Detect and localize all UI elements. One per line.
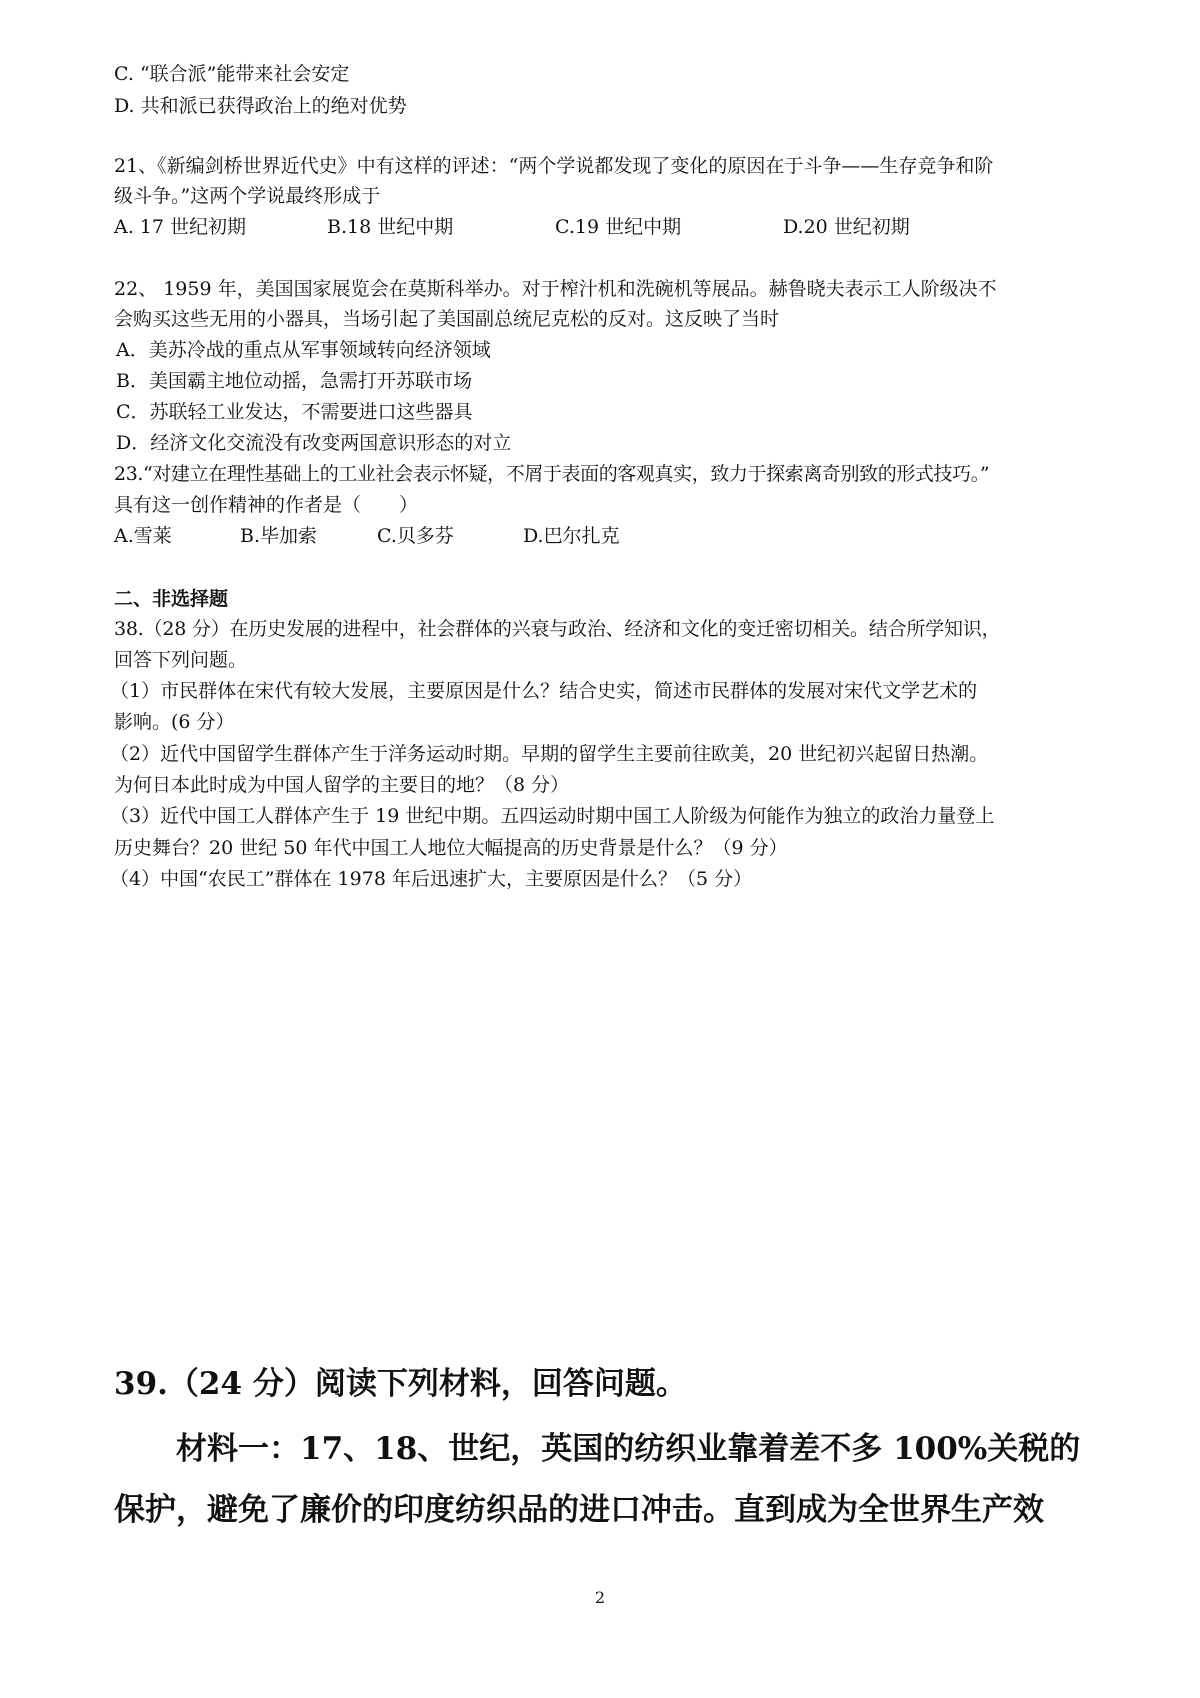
q38-stem-line1: 38.（28 分）在历史发展的进程中，社会群体的兴衰与政治、经济和文化的变迁密切相关。结合所学知识， — [114, 618, 1001, 640]
q21-stem-line1: 21、《新编剑桥世界近代史》中有这样的评述：“两个学说都发现了变化的原因在于斗争——生存竞争和阶 — [114, 155, 994, 177]
q39-material1-line2: 保护，避免了廉价的印度纺织品的进口冲击。直到成为全世界生产效 — [114, 1492, 1044, 1528]
q38-stem-line2: 回答下列问题。 — [114, 649, 248, 671]
q21-option-c: C.19 世纪中期 — [555, 216, 682, 238]
q38-part2-line1: （2）近代中国留学生群体产生于洋务运动时期。早期的留学生主要前往欧美，20 世纪初兴起留日热潮。 — [110, 743, 989, 765]
q23-option-c: C.贝多芬 — [377, 525, 454, 547]
q38-part2-line2: 为何日本此时成为中国人留学的主要目的地？（8 分） — [114, 774, 570, 796]
q22-stem-line2: 会购买这些无用的小器具，当场引起了美国副总统尼克松的反对。这反映了当时 — [114, 308, 780, 330]
q21-option-b: B.18 世纪中期 — [327, 216, 454, 238]
q20-option-c: C. “联合派”能带来社会安定 — [114, 63, 350, 85]
q38-part1-line1: （1）市民群体在宋代有较大发展，主要原因是什么？结合史实，简述市民群体的发展对宋代文学艺术的 — [110, 680, 978, 702]
q39-title: 39.（24 分）阅读下列材料，回答问题。 — [114, 1366, 687, 1402]
q22-option-d: D．经济文化交流没有改变两国意识形态的对立 — [116, 432, 512, 454]
q38-part4-line1: （4）中国“农民工”群体在 1978 年后迅速扩大，主要原因是什么？（5 分） — [110, 868, 753, 890]
q38-part3-line2: 历史舞台？20 世纪 50 年代中国工人地位大幅提高的历史背景是什么？（9 分） — [114, 837, 788, 859]
q38-part1-line2: 影响。(6 分） — [114, 711, 235, 733]
section-title: 二、非选择题 — [114, 588, 229, 610]
q21-option-d: D.20 世纪初期 — [783, 216, 910, 238]
q39-material1-line1: 材料一：17、18、世纪，英国的纺织业靠着差不多 100%关税的 — [114, 1431, 1081, 1467]
q21-stem-line2: 级斗争。”这两个学说最终形成于 — [114, 185, 381, 207]
q22-stem-line1: 22、 1959 年，美国国家展览会在莫斯科举办。对于榨汁机和洗碗机等展品。赫鲁晓夫表示工人阶级决不 — [114, 278, 997, 300]
q23-option-d: D.巴尔扎克 — [523, 525, 620, 547]
q21-options — [114, 213, 910, 241]
q23-stem-line1: 23.“对建立在理性基础上的工业社会表示怀疑，不屑于表面的客观真实，致力于探索离奇别致的形式技巧。” — [114, 463, 990, 485]
q23-option-a: A.雪莱 — [114, 525, 172, 547]
q21-option-a: A. 17 世纪初期 — [114, 216, 247, 238]
q38-part3-line1: （3）近代中国工人群体产生于 19 世纪中期。五四运动时期中国工人阶级为何能作为独立的政治力量登上 — [110, 805, 995, 827]
q22-option-c: C．苏联轻工业发达，不需要进口这些器具 — [116, 401, 473, 423]
q20-option-d: D. 共和派已获得政治上的绝对优势 — [114, 95, 407, 117]
q23-options — [114, 522, 620, 550]
q23-option-b: B.毕加索 — [240, 525, 318, 547]
q23-stem-line2: 具有这一创作精神的作者是（ ） — [114, 494, 419, 516]
q22-option-a: A．美苏冷战的重点从军事领域转向经济领域 — [116, 339, 491, 361]
page-number: 2 — [594, 1588, 606, 1607]
q22-option-b: B．美国霸主地位动摇，急需打开苏联市场 — [116, 370, 472, 392]
